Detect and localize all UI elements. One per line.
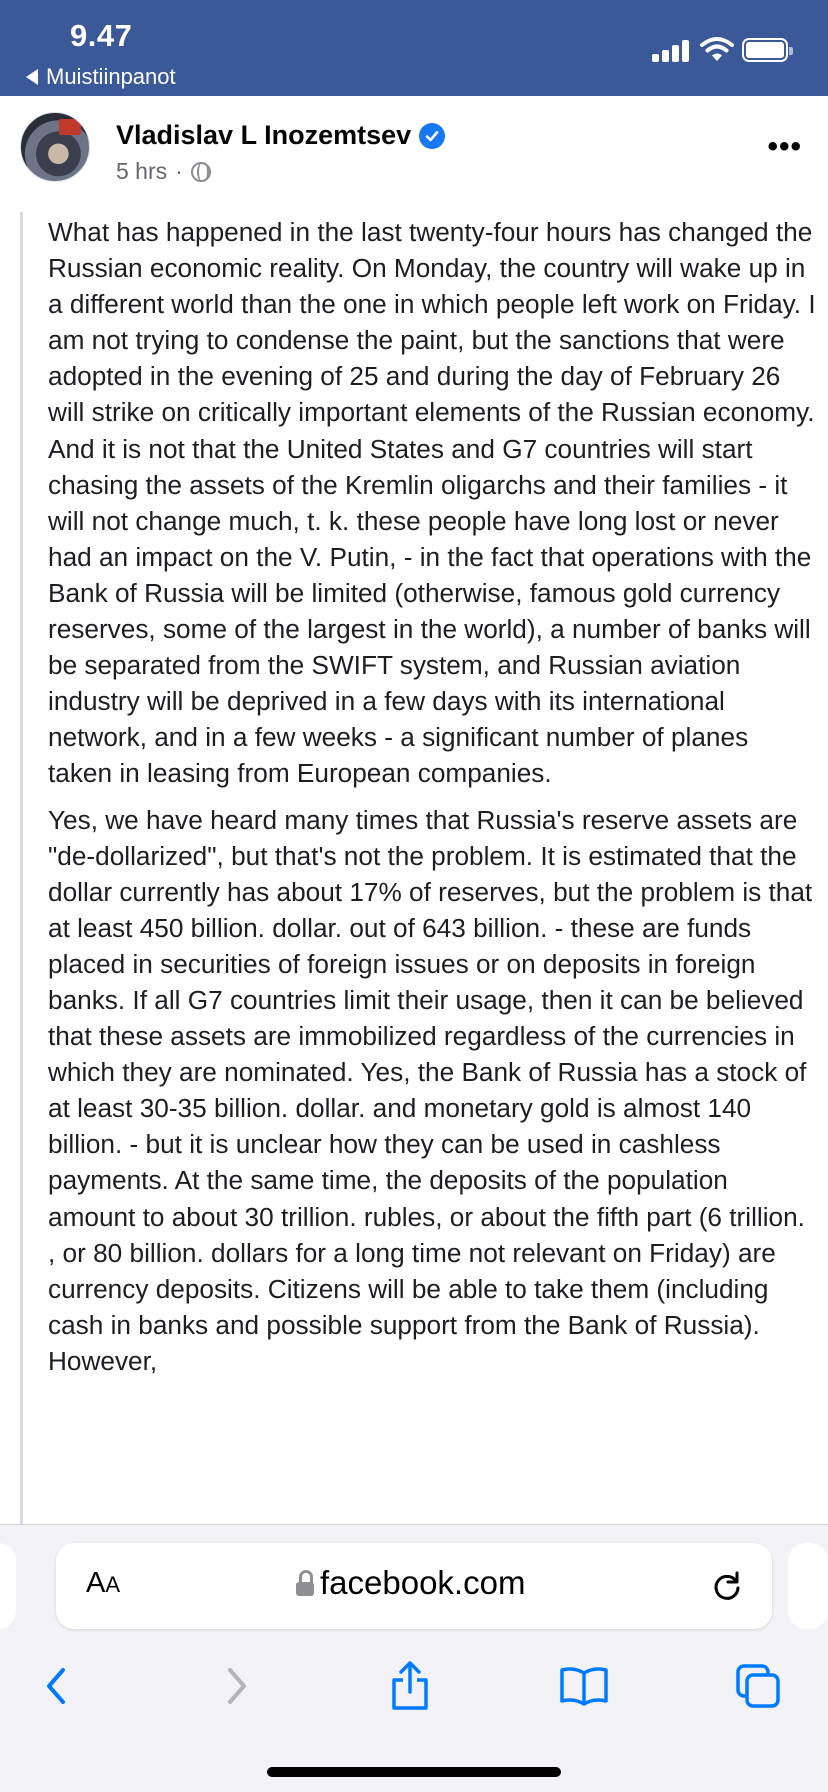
- verified-badge-icon: [419, 123, 445, 149]
- author-avatar[interactable]: [20, 112, 90, 182]
- lock-icon: [296, 1575, 314, 1597]
- next-tab-pill[interactable]: [788, 1543, 828, 1629]
- wifi-icon: [700, 36, 734, 62]
- url-display[interactable]: [296, 1564, 525, 1602]
- back-to-app-link[interactable]: [26, 64, 176, 90]
- meta-separator: ·: [175, 158, 183, 184]
- chevron-right-icon: [222, 1664, 252, 1708]
- forward-button[interactable]: [207, 1658, 267, 1714]
- tabs-button[interactable]: [728, 1658, 788, 1714]
- address-bar[interactable]: [56, 1543, 772, 1629]
- reload-icon[interactable]: [710, 1569, 744, 1603]
- back-app-label: Muistiinpanot: [46, 64, 176, 89]
- url-text: facebook.com: [320, 1564, 526, 1601]
- previous-tab-pill[interactable]: [0, 1543, 16, 1629]
- post-timestamp[interactable]: 5 hrs: [116, 158, 168, 184]
- post-paragraph: Yes, we have heard many times that Russia's reserve assets are "de-dollarized", but that's not the problem. It is estimated that the dollar currently has about 17% of reserves, but the problem is that at least 450 billion. dollar. out of 643 billion. - these are funds placed in securities of foreign issues or on deposits in foreign banks. If all G7 countries limit their usage, then it can be believed that these assets are immobilized regardless of the currencies in which they are nominated. Yes, the Bank of Russia has a stock of at least 30-35 billion. dollar. and monetary gold is almost 140 billion. - but it is unclear how they can be used in cashless payments. At the same time, the deposits of the population amount to about 30 trillion. rubles, or about the fifth part (6 trillion. , or 80 billion. dollars for a long time not relevant on Friday) are currency deposits. Citizens will be able to take them (including cash in banks and possible support from the Bank of Russia). However,: [48, 804, 813, 1376]
- post-header: [0, 96, 828, 206]
- chevron-left-icon: [41, 1664, 71, 1708]
- status-time: 9.47: [70, 18, 133, 53]
- book-icon: [558, 1665, 610, 1707]
- cellular-signal-icon: [652, 38, 692, 62]
- tabs-icon: [734, 1662, 782, 1710]
- bookmarks-button[interactable]: [554, 1658, 614, 1714]
- back-arrow-icon: [26, 69, 38, 85]
- battery-icon: [742, 38, 788, 62]
- reader-options-button[interactable]: AA: [86, 1567, 121, 1599]
- more-options-button[interactable]: •••: [767, 130, 802, 163]
- author-name-text: Vladislav L Inozemtsev: [116, 120, 412, 150]
- post-body: [48, 214, 818, 1524]
- share-icon: [388, 1660, 432, 1712]
- public-globe-icon: [191, 162, 211, 182]
- browser-url-area: [0, 1524, 828, 1632]
- share-button[interactable]: [380, 1658, 440, 1714]
- post-meta: [116, 158, 211, 185]
- author-name[interactable]: [116, 120, 445, 151]
- post-paragraph: What has happened in the last twenty-four hours has changed the Russian economic reality. On Monday, the country will wake up in a different world than the one in which people left work on Friday. I am not trying to condense the paint, but the sanctions that were adopted in the evening of 25 and during the day of February 26 will strike on critically important elements of the Russian economy. And it is not that the United States and G7 countries will start chasing the assets of the Kremlin oligarchs and their families - it will not change much, t. k. these people have long lost or never had an impact on the V. Putin, - in the fact that operations with the Bank of Russia will be limited (otherwise, famous gold currency reserves, some of the largest in the world), a number of banks will be separated from the SWIFT system, and Russian aviation industry will be deprived in a few days with its international network, and in a few weeks - a significant number of planes taken in leasing from European companies.: [48, 217, 816, 789]
- status-bar: [0, 0, 828, 96]
- quote-bar: [20, 212, 23, 1524]
- back-button[interactable]: [26, 1658, 86, 1714]
- home-indicator[interactable]: [267, 1767, 561, 1777]
